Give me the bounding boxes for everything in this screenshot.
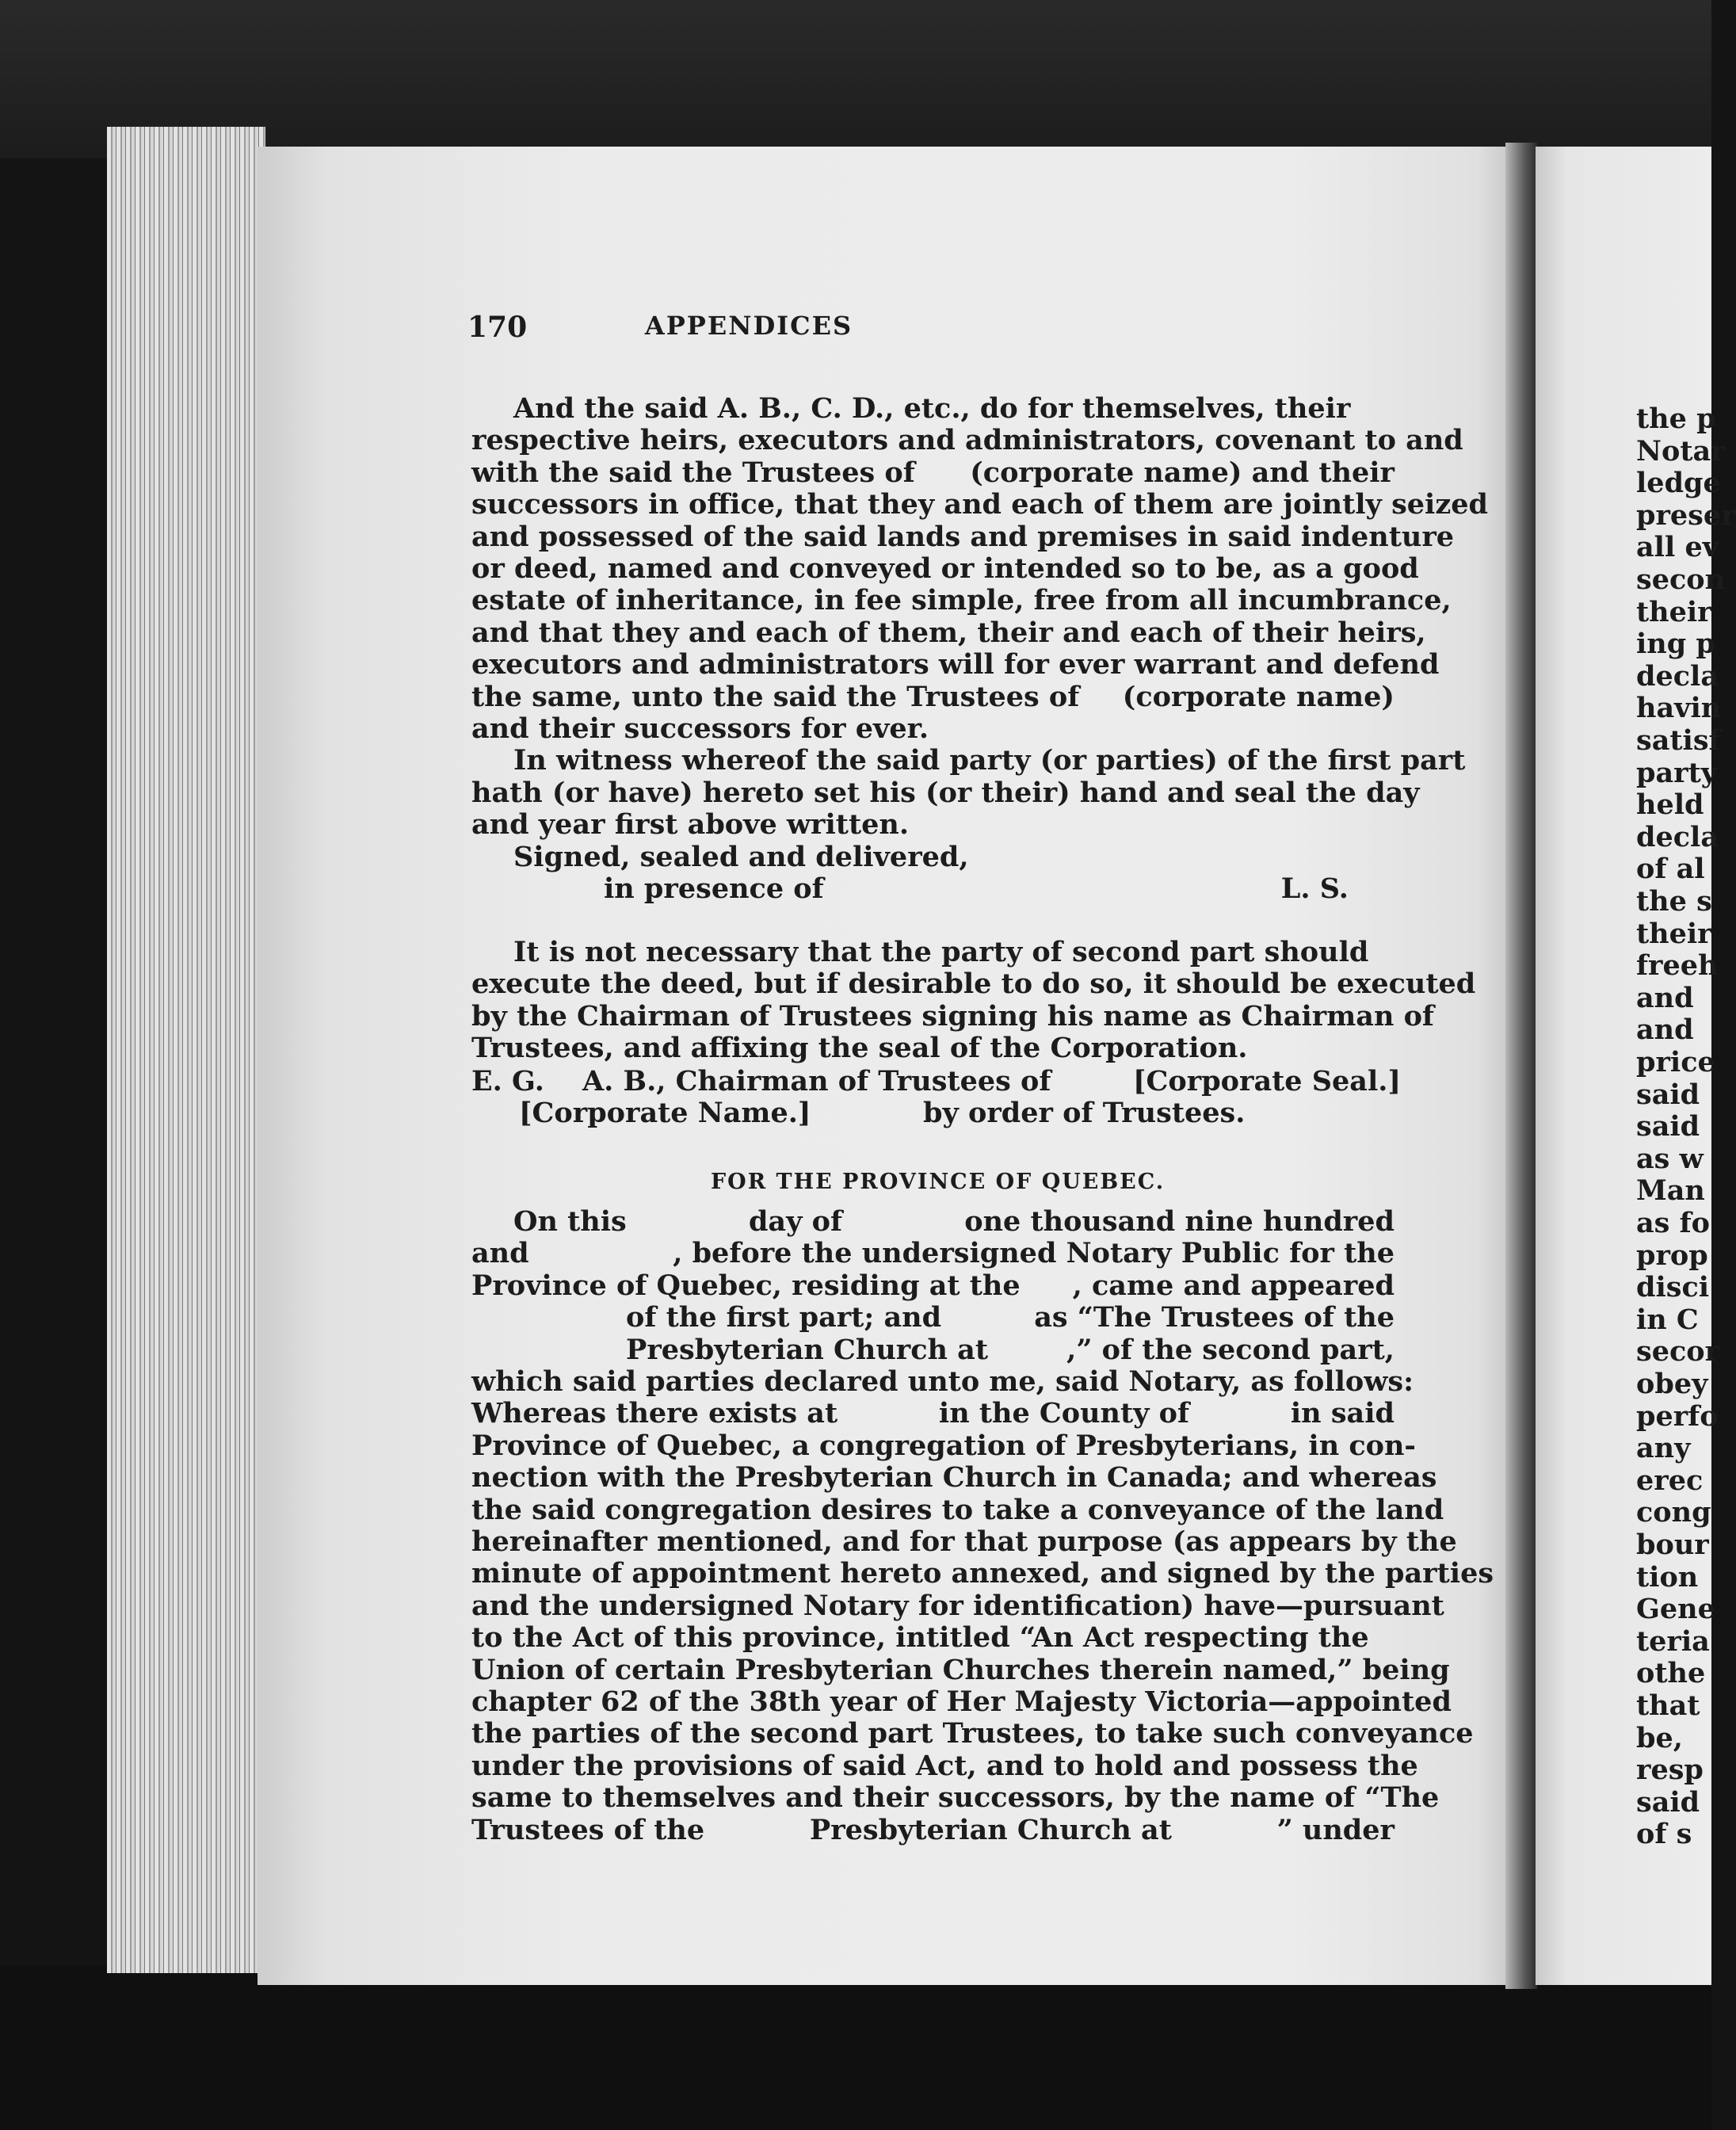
right-page-line: in C <box>1636 1303 1699 1336</box>
paragraph-line <box>471 713 929 745</box>
right-page-line: said <box>1636 1078 1700 1111</box>
right-page-line: tion <box>1636 1560 1699 1594</box>
text-segment: day of <box>748 1205 843 1238</box>
text-segment: A. B., Chairman of Trustees of <box>582 1065 1051 1097</box>
paragraph-line <box>471 488 1488 521</box>
text-segment: estate of inheritance, in fee simple, free from all incumbrance, <box>471 584 1452 617</box>
right-page-line: their <box>1636 595 1712 628</box>
text-segment: in said <box>1290 1397 1395 1430</box>
right-page-line: havin <box>1636 692 1722 725</box>
right-page-line: decla <box>1636 659 1719 693</box>
right-page-line: teria <box>1636 1624 1710 1658</box>
paragraph-line <box>471 681 1395 713</box>
text-segment: same to themselves and their successors, by the name of “The <box>471 1781 1440 1815</box>
paragraph-line <box>471 776 1420 809</box>
right-page-line: of al <box>1636 853 1705 886</box>
note-line <box>471 999 1434 1033</box>
right-page-line: price <box>1636 1046 1715 1078</box>
text-segment: hereinafter mentioned, and for that purpose (as appears by the <box>471 1525 1457 1558</box>
text-segment: , before the undersigned Notary Public for the <box>673 1237 1395 1270</box>
paragraph-line <box>471 584 1452 617</box>
quebec-line <box>471 1653 1450 1686</box>
text-segment: and their successors for ever. <box>471 712 929 745</box>
quebec-line <box>471 1238 1395 1269</box>
right-page-line: Notar <box>1636 434 1726 468</box>
text-segment: nection with the Presbyterian Church in Canada; and whereas <box>471 1461 1437 1494</box>
text-segment: [Corporate Name.] <box>519 1097 811 1129</box>
right-page-line: cong <box>1636 1496 1711 1529</box>
text-segment: under the provisions of said Act, and to hold and possess the <box>471 1749 1418 1782</box>
quebec-line <box>471 1493 1444 1526</box>
right-page-line: satisf <box>1636 724 1721 757</box>
text-segment: minute of appointment hereto annexed, and signed by the parties <box>471 1557 1494 1590</box>
right-page-line: freeh <box>1636 949 1719 983</box>
right-page-line: secor <box>1636 1335 1720 1368</box>
right-page-line: as w <box>1636 1142 1704 1175</box>
background-surface <box>0 1965 1711 2130</box>
quebec-line <box>471 1429 1416 1462</box>
right-page-line: Man <box>1636 1174 1705 1208</box>
paragraph-line <box>471 424 1463 457</box>
right-page-line: bour <box>1636 1529 1709 1561</box>
text-segment: respective heirs, executors and administrators, covenant to and <box>471 424 1463 457</box>
text-segment: [Corporate Seal.] <box>1133 1065 1402 1097</box>
quebec-line <box>471 1525 1457 1558</box>
order-of-trustees <box>923 1097 1245 1129</box>
right-page-line: any <box>1636 1432 1691 1465</box>
right-page-line: Gene <box>1636 1593 1715 1626</box>
quebec-line <box>471 1461 1437 1494</box>
paragraph-line <box>471 552 1419 585</box>
text-segment: to the Act of this province, intitled “An Act respecting the <box>471 1621 1369 1655</box>
text-segment: in presence of <box>604 872 824 905</box>
text-segment: Trustees, and affixing the seal of the Corporation. <box>471 1032 1248 1065</box>
text-segment: and that they and each of them, their and each of their heirs, <box>471 616 1426 649</box>
text-segment: executors and administrators will for ever warrant and defend <box>471 648 1440 681</box>
text-segment: which said parties declared unto me, said Notary, as follows: <box>471 1365 1414 1398</box>
quebec-line <box>471 1781 1440 1815</box>
text-segment: It is not necessary that the party of second part should <box>513 936 1369 968</box>
text-segment: (corporate name) and their <box>970 456 1395 489</box>
quebec-line <box>513 1206 1395 1238</box>
right-page-line: preser <box>1636 498 1736 532</box>
text-segment: (corporate name) <box>1122 680 1395 713</box>
text-segment: and the undersigned Notary for identification) have—pursuant <box>471 1589 1444 1622</box>
text-segment: L. S. <box>1280 872 1349 905</box>
running-head: APPENDICES <box>644 311 853 341</box>
right-page-line: all ev <box>1636 531 1719 564</box>
right-page-line: and <box>1636 981 1694 1014</box>
note-line <box>471 1033 1248 1064</box>
text-segment: Whereas there exists at <box>471 1397 838 1430</box>
page-edges <box>107 127 265 1973</box>
quebec-line <box>471 1685 1452 1718</box>
text-segment: successors in office, that they and each of them are jointly seized <box>471 488 1488 521</box>
text-segment: or deed, named and conveyed or intended so to be, as a good <box>471 552 1419 585</box>
text-segment: by the Chairman of Trustees signing his name as Chairman of <box>471 999 1434 1033</box>
text-segment: Trustees of the <box>471 1813 705 1846</box>
right-page-line: their <box>1636 917 1712 950</box>
quebec-line <box>471 1365 1414 1398</box>
right-page-line: ledge <box>1636 467 1721 500</box>
right-page-line: erec <box>1636 1464 1704 1497</box>
right-page-line: and <box>1636 1013 1694 1047</box>
text-segment: the said congregation desires to take a conveyance of the land <box>471 1493 1444 1526</box>
corporate-name <box>519 1097 811 1129</box>
quebec-line <box>471 1717 1474 1750</box>
text-segment: Province of Quebec, a congregation of Presbyterians, in con- <box>471 1429 1416 1462</box>
note-line <box>513 937 1395 968</box>
right-page-line: decla <box>1636 820 1719 853</box>
paragraph-line <box>471 648 1440 681</box>
text-segment: E. G. <box>471 1065 544 1097</box>
right-page-line: disci <box>1636 1271 1710 1304</box>
paragraph-line <box>471 809 909 841</box>
text-segment: as “The Trustees of the <box>1034 1301 1395 1334</box>
page-number: 170 <box>467 311 528 344</box>
text-segment: Presbyterian Church at <box>626 1333 988 1366</box>
right-page-line: prop <box>1636 1239 1708 1272</box>
paragraph-line <box>471 520 1455 553</box>
right-page-line: resp <box>1636 1754 1704 1787</box>
text-segment: by order of Trustees. <box>923 1097 1246 1129</box>
text-segment: one thousand nine hundred <box>964 1205 1395 1238</box>
right-page-line: secon <box>1636 563 1726 596</box>
paragraph-line <box>513 393 1395 425</box>
text-segment: execute the deed, but if desirable to do so, it should be executed <box>471 968 1476 1001</box>
quebec-line <box>471 1589 1444 1622</box>
quebec-line <box>471 1749 1418 1782</box>
right-page-line: the p <box>1636 403 1716 435</box>
text-segment: Union of certain Presbyterian Churches therein named,” being <box>471 1653 1450 1686</box>
quebec-line <box>471 1815 1395 1846</box>
paragraph-line <box>513 744 1466 777</box>
text-segment: Presbyterian Church at <box>809 1813 1172 1846</box>
book-gutter <box>1505 143 1537 1989</box>
text-segment: of the first part; and <box>626 1301 942 1334</box>
right-page-line: othe <box>1636 1657 1706 1690</box>
right-page-line: held <box>1636 788 1704 822</box>
right-page-line: obey <box>1636 1368 1708 1400</box>
right-page-line: party <box>1636 756 1718 789</box>
quebec-line <box>471 1398 1395 1430</box>
text-segment: Province of Quebec, residing at the <box>471 1269 1021 1302</box>
quebec-line <box>471 1557 1494 1590</box>
text-segment: ” under <box>1276 1813 1395 1846</box>
text-segment: , came and appeared <box>1072 1269 1395 1302</box>
text-segment: the parties of the second part Trustees, to take such conveyance <box>471 1717 1474 1750</box>
right-page-line: said <box>1636 1785 1700 1819</box>
paragraph-line <box>604 873 1349 905</box>
right-page-line: as fo <box>1636 1207 1710 1239</box>
text-segment: and <box>471 1237 529 1270</box>
text-segment: Signed, sealed and delivered, <box>513 840 969 873</box>
quebec-line <box>626 1302 1395 1334</box>
text-segment: and year first above written. <box>471 808 910 842</box>
text-segment: ,” of the second part, <box>1066 1333 1395 1366</box>
paragraph-line <box>513 842 969 873</box>
text-segment: in the County of <box>938 1397 1190 1430</box>
text-segment: hath (or have) hereto set his (or their) hand and seal the day <box>471 776 1420 809</box>
right-page-line: the s <box>1636 885 1712 918</box>
corporate-seal <box>1133 1066 1401 1097</box>
right-page-line: ing p <box>1636 628 1715 661</box>
right-page-line: perfo <box>1636 1399 1719 1433</box>
right-page-line: of s <box>1636 1818 1692 1851</box>
text-segment: And the said A. B., C. D., etc., do for themselves, their <box>513 392 1351 425</box>
quebec-line <box>626 1334 1395 1366</box>
paragraph-line <box>471 616 1426 649</box>
text-segment: In witness whereof the said party (or parties) of the first part <box>513 744 1466 777</box>
text-segment: On this <box>513 1205 627 1238</box>
text-segment: chapter 62 of the 38th year of Her Majesty Victoria—appointed <box>471 1685 1452 1718</box>
paragraph-line <box>471 457 1395 489</box>
example-label <box>471 1066 544 1097</box>
quebec-line <box>471 1622 1395 1654</box>
example-signer <box>582 1066 1051 1097</box>
right-page-line: said <box>1636 1110 1700 1143</box>
quebec-line <box>471 1270 1395 1302</box>
right-page-line: that <box>1636 1689 1700 1722</box>
text-segment: and possessed of the said lands and premises in said indenture <box>471 520 1455 553</box>
note-line <box>471 968 1476 1001</box>
right-page-line: be, <box>1636 1721 1683 1754</box>
text-segment: the same, unto the said the Trustees of <box>471 680 1080 713</box>
text-segment: with the said the Trustees of <box>471 456 915 489</box>
section-subheading: FOR THE PROVINCE OF QUEBEC. <box>711 1170 1166 1194</box>
